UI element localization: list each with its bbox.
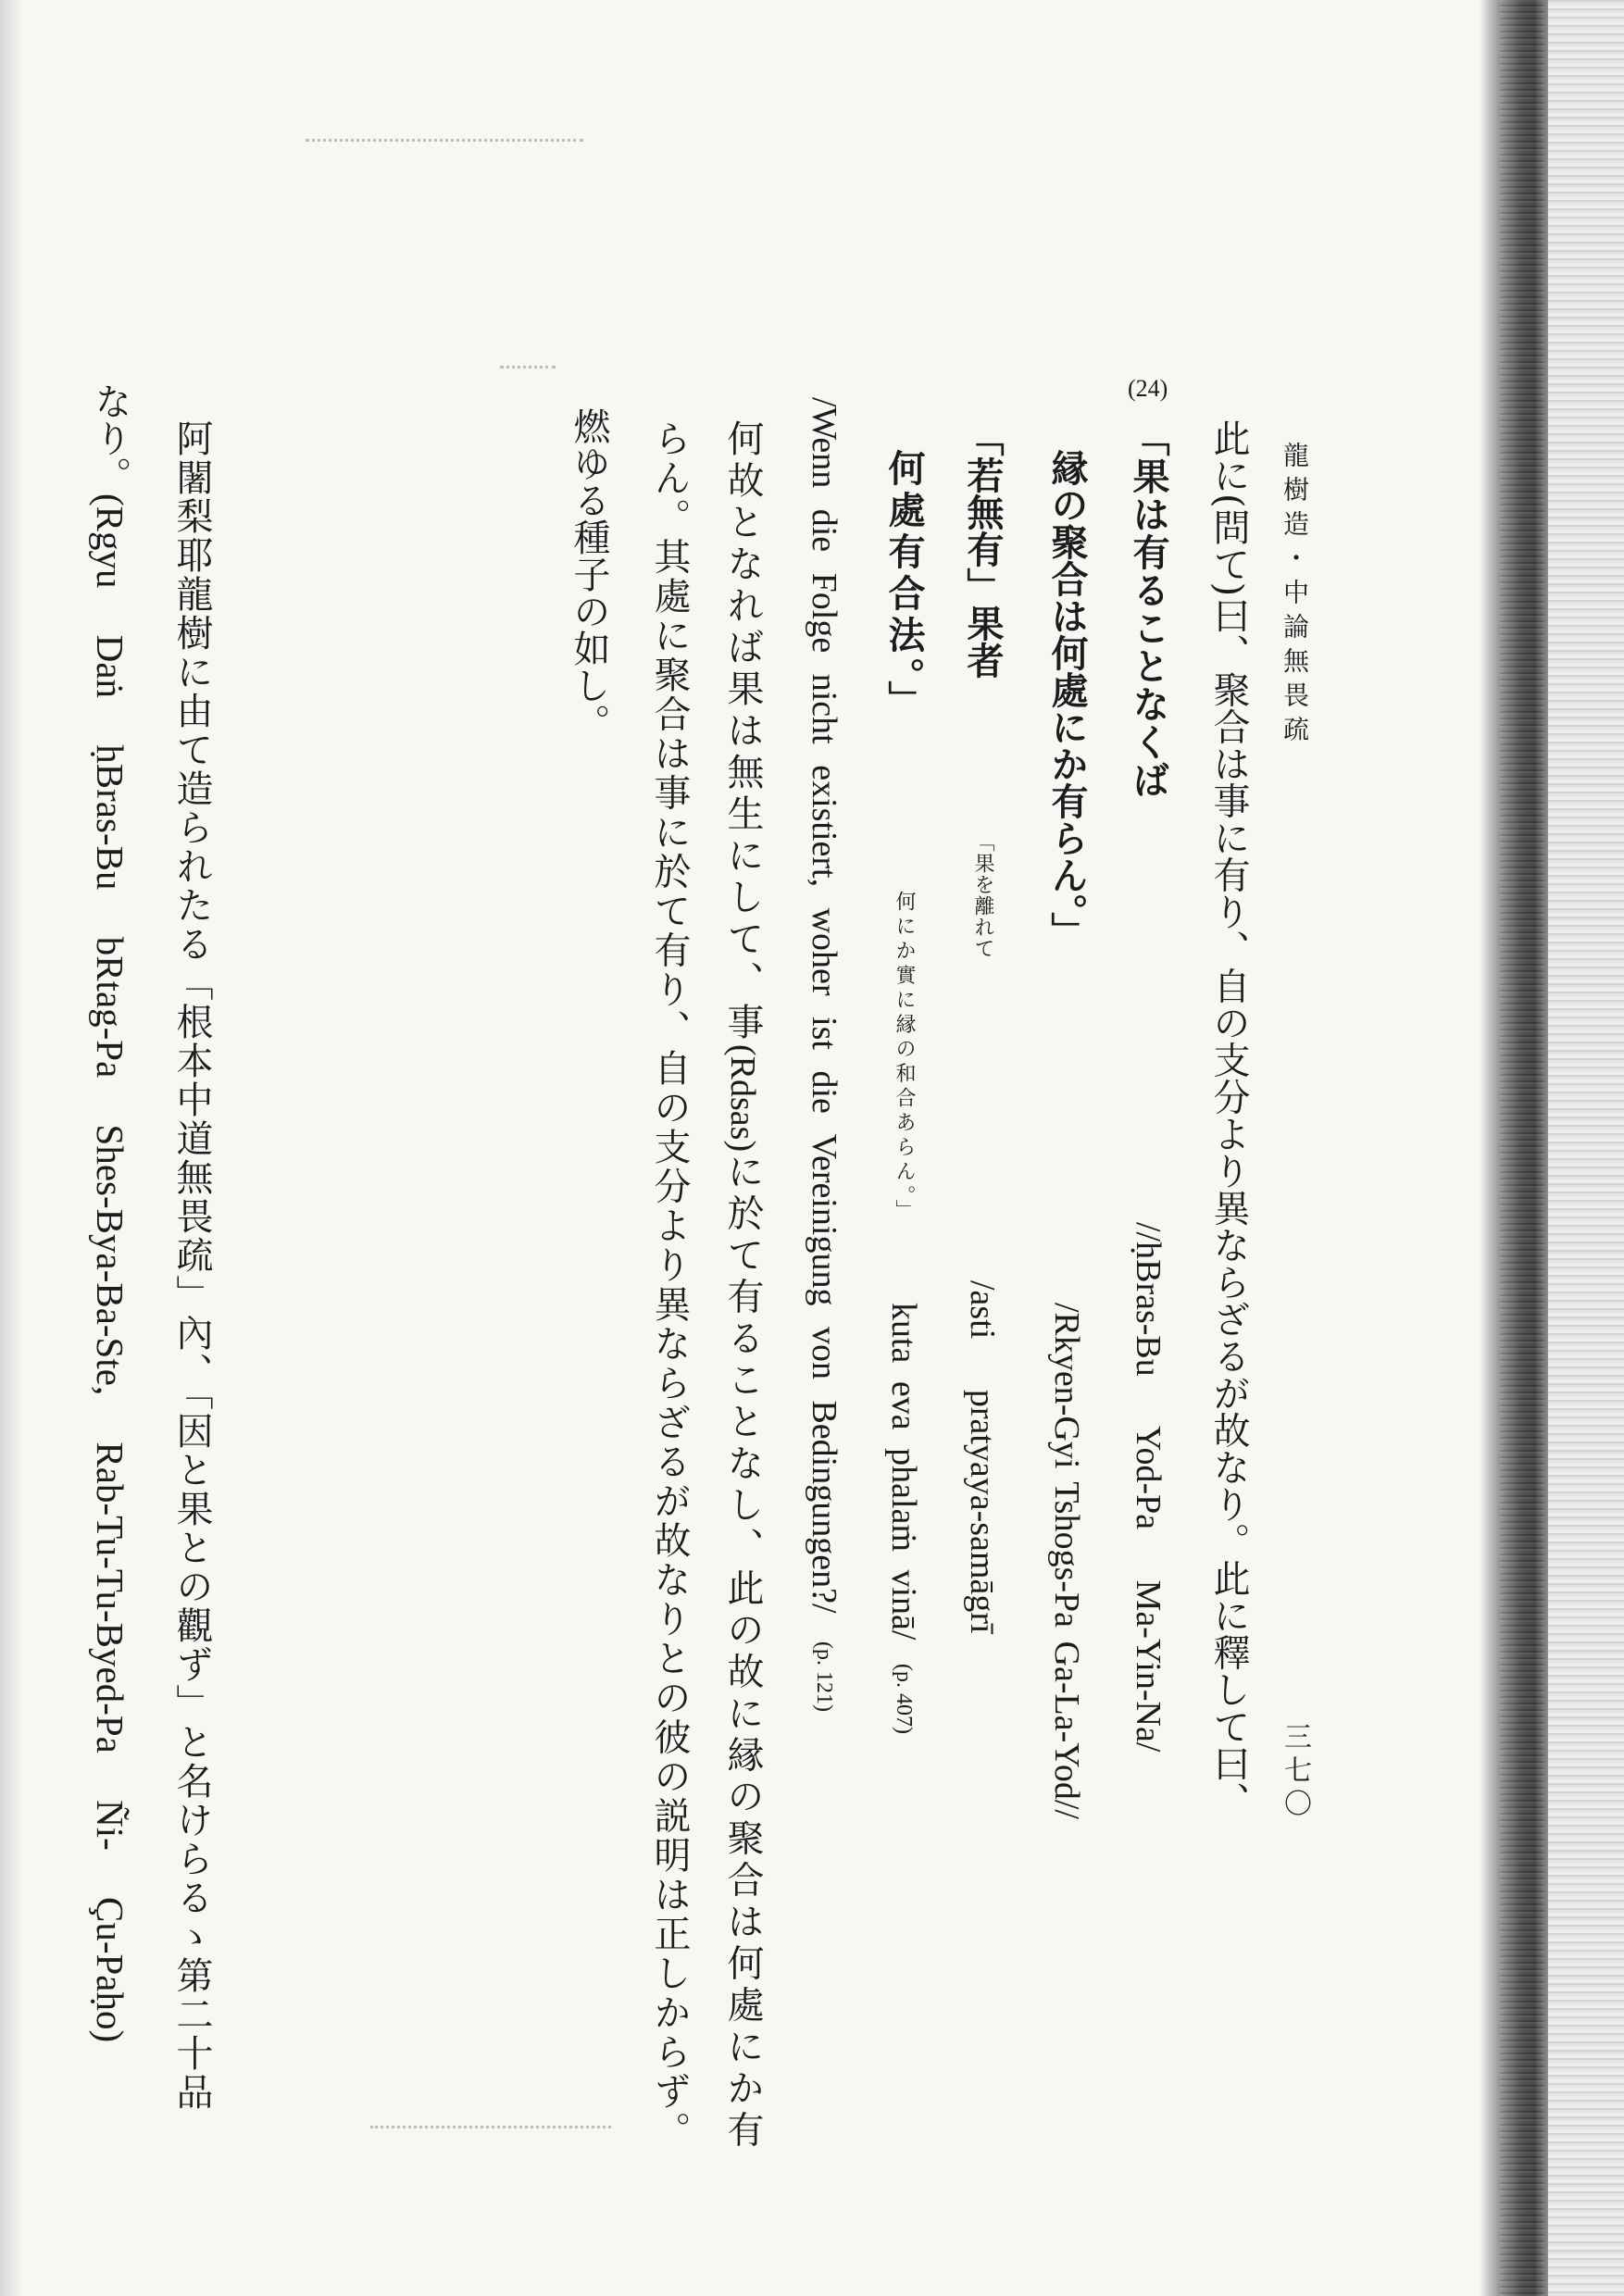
commentary-line-2: らん。其處に聚合は事に於て有り、自の支分より異ならざるが故なりとの彼の説明は正しからず。	[648, 419, 691, 2151]
scan-artifact-dots	[370, 2126, 611, 2128]
colophon-line-2	[87, 382, 133, 2042]
verse-chinese-gloss-2: 何にか實に縁の和合あらん。」	[893, 891, 916, 1224]
gutter-texture	[1500, 0, 1544, 2296]
scan-artifact-dots	[500, 366, 556, 368]
commentary-line-3: 燃ゆる種子の如し。	[568, 407, 610, 741]
colophon-tibetan-title: (Rgyu Daṅ ḥBras-Bu bRtag-Pa Shes-Bya-Ba-Ste, Rab-Tu-Tu-Byed-Pa Ñi- Çu-Paḥo)	[89, 493, 131, 2043]
verse-chinese-line-2: 何處有合法。」	[882, 449, 926, 722]
tibetan-term: (Rdsas)	[723, 1044, 762, 1153]
verse-chinese-line-1: 「若無有」果者	[961, 419, 1005, 679]
page-number: 三七〇	[1279, 1722, 1311, 1822]
verse-japanese-line-1: 「果は有ることなくば	[1127, 419, 1170, 799]
page-edge	[1548, 0, 1624, 2296]
commentary-text: 何故となれば果は無生にして、事	[721, 419, 764, 1044]
german-page-reference: (p. 121)	[812, 1641, 836, 1712]
running-header: 龍樹造・中論無畏疏	[1280, 442, 1310, 750]
question-line: 此に(問て)曰、聚合は事に有り、自の支分より異ならざるが故なり。此に釋して曰、	[1207, 419, 1250, 1819]
verse-german-translation: /Wenn die Folge nicht existiert, woher ist die Vereinigung von Bedingungen?/	[805, 397, 843, 1614]
colophon-japanese: なり。	[89, 382, 131, 493]
scan-artifact-dots	[306, 139, 583, 142]
verse-japanese-line-2: 縁の聚合は何處にか有らん。」	[1045, 449, 1089, 949]
verse-tibetan-line-1: //ḥBras-Bu Yod-Pa Ma-Yin-Na/	[1129, 1222, 1168, 1753]
commentary-text: に於て有ることなし、此の故に縁の聚合は何處にか有	[721, 1152, 764, 2152]
sanskrit-page-reference: (p. 407)	[892, 1664, 916, 1734]
scan-left-edge	[0, 0, 22, 2296]
verse-sanskrit-line-1: /asti pratyaya-samāgrī	[963, 1280, 1002, 1634]
verse-tibetan-line-2: /Rkyen-Gyi Tshogs-Pa Ga-La-Yod//	[1047, 1303, 1086, 1819]
colophon-line-1: 阿闍梨耶龍樹に由て造られたる「根本中道無畏疏」內、「因と果との觀ず」と名けらるゝ第二十品	[170, 419, 213, 2112]
verse-chinese-gloss-1: 「果を離れて	[971, 831, 994, 959]
verse-number: (24)	[1128, 375, 1168, 402]
verse-sanskrit-line-2: kuta eva phalaṁ vinā/	[884, 1303, 923, 1641]
commentary-line-1	[719, 419, 766, 2152]
